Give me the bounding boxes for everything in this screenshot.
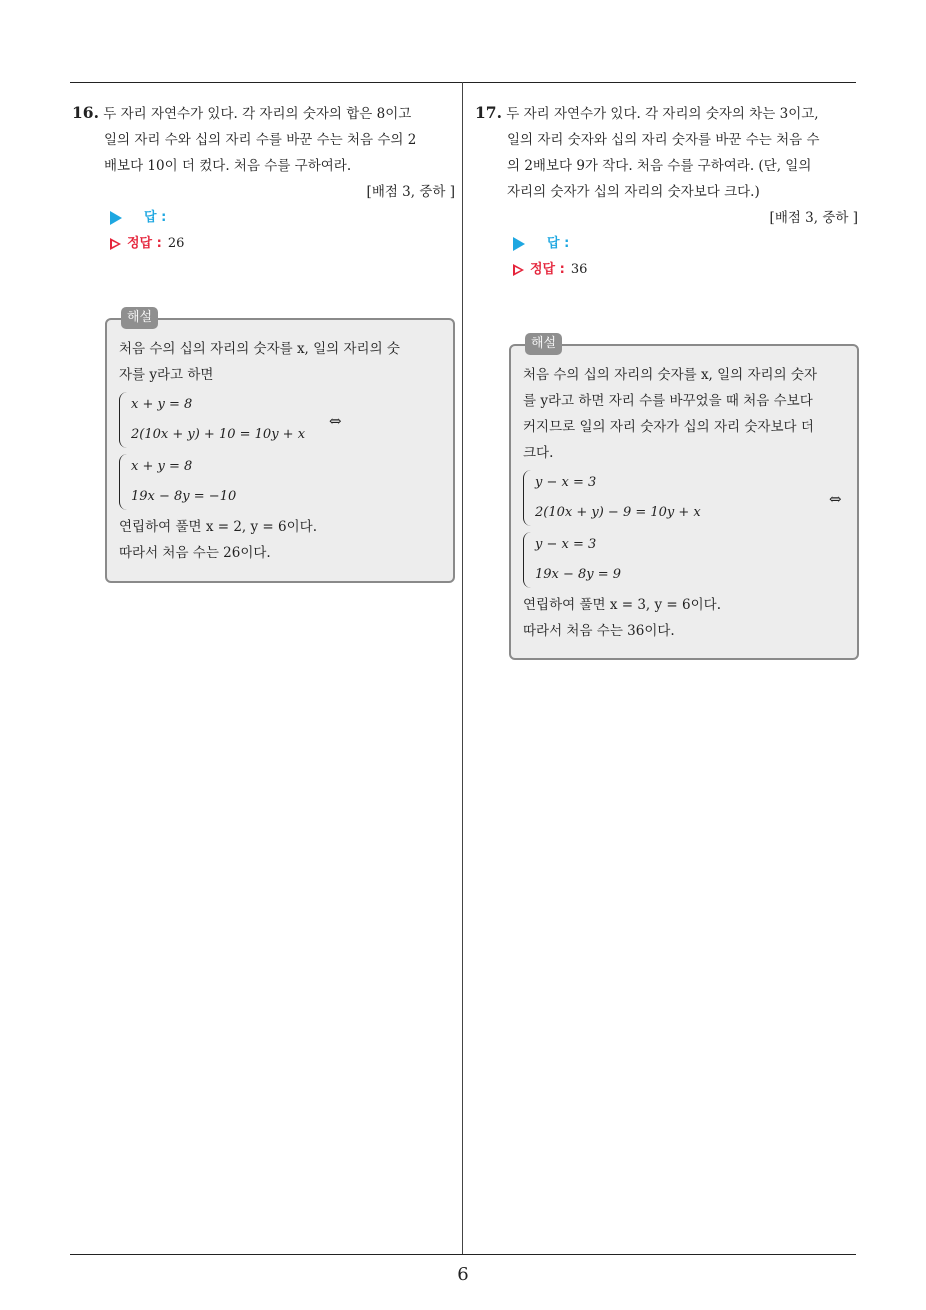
answer-row [72,205,457,231]
equation-system [119,390,441,450]
question-line: 자리의 숫자가 십의 자리의 숫자보다 크다.) [507,184,760,200]
problem-16 [72,100,457,257]
solution-text: 커지므로 일의 자리 숫자가 십의 자리 숫자보다 더 [523,419,814,435]
equation: x + y = 8 [131,459,193,474]
key-label: 정답 : [127,236,162,251]
answer-label: 답 : [547,236,570,251]
answer-label: 답 : [144,210,167,225]
equivalence-symbol: ⇔ [829,490,842,508]
problem-17 [475,100,860,283]
brace [523,470,532,526]
key-row [475,257,860,283]
problem-number: 16. [72,103,99,122]
solution-tag: 해설 [121,307,158,329]
equation-system [523,468,845,528]
question-line: 16. 두 자리 자연수가 있다. 각 자리의 숫자의 합은 8이고 [72,103,412,122]
page-number: 6 [457,1264,469,1285]
equation: 19x − 8y = −10 [131,489,237,504]
key-value: 36 [570,262,588,277]
key-row [72,231,457,257]
solution-tag: 해설 [525,333,562,355]
play-icon [110,211,122,225]
solution-text: 크다. [523,445,554,461]
key-value: 26 [167,236,185,251]
problem-number: 17. [475,103,502,122]
brace [119,454,128,510]
question-line: 배보다 10이 더 컸다. 처음 수를 구하여라. [104,158,352,174]
equation: x + y = 8 [131,397,193,412]
brace [119,392,128,448]
score-label: [배점 3, 중하 ] [769,210,858,226]
equation-system [523,530,845,590]
question-line: 의 2배보다 9가 작다. 처음 수를 구하여라. (단, 일의 [507,158,812,174]
equation-system [119,452,441,512]
solution-text: 연립하여 풀면 x = 3, y = 6이다. [523,597,721,613]
equation: 2(10x + y) − 9 = 10y + x [535,505,701,520]
question-line: 일의 자리 수와 십의 자리 수를 바꾼 수는 처음 수의 2 [104,132,417,148]
key-label: 정답 : [530,262,565,277]
outline-triangle-icon [110,238,121,250]
score-label: [배점 3, 중하 ] [366,184,455,200]
footer-rule [70,1254,856,1255]
header-rule [70,82,856,83]
brace [523,532,532,588]
column-divider [462,82,463,1254]
outline-triangle-icon [513,264,524,276]
solution-box [509,336,859,660]
solution-text: 를 y라고 하면 자리 수를 바꾸었을 때 처음 수보다 [523,393,813,409]
equation: 19x − 8y = 9 [535,567,622,582]
solution-text: 처음 수의 십의 자리의 숫자를 x, 일의 자리의 숫자 [523,367,818,383]
answer-row [475,231,860,257]
equation: y − x = 3 [535,537,597,552]
question-line: 17. 두 자리 자연수가 있다. 각 자리의 숫자의 차는 3이고, [475,103,819,122]
equation: 2(10x + y) + 10 = 10y + x [131,427,306,442]
solution-box [105,310,455,583]
play-icon [513,237,525,251]
equation: y − x = 3 [535,475,597,490]
solution-text: 따라서 처음 수는 36이다. [523,623,675,639]
question-line: 일의 자리 숫자와 십의 자리 숫자를 바꾼 수는 처음 수 [507,132,820,148]
solution-text: 따라서 처음 수는 26이다. [119,545,271,561]
solution-text: 처음 수의 십의 자리의 숫자를 x, 일의 자리의 숫 [119,341,400,357]
solution-text: 연립하여 풀면 x = 2, y = 6이다. [119,519,317,535]
equivalence-symbol: ⇔ [329,412,342,430]
solution-text: 자를 y라고 하면 [119,367,214,383]
